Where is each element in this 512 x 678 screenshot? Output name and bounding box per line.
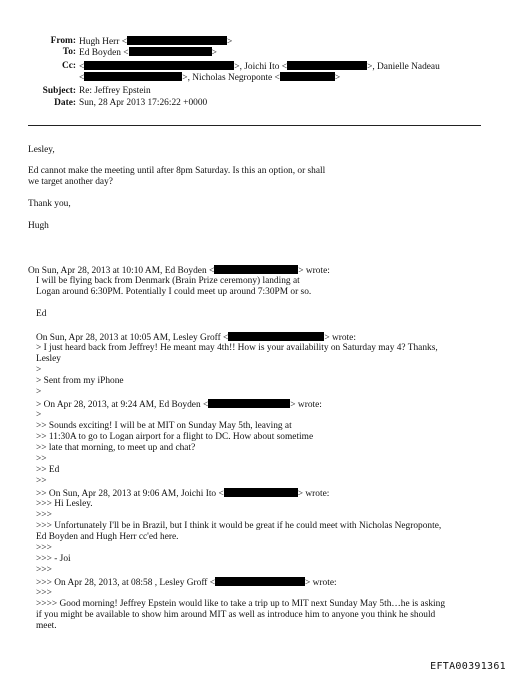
redaction: [228, 332, 324, 341]
from-label: From:: [50, 36, 76, 46]
quote-line: >>> Hi Lesley.: [36, 499, 93, 509]
quote-line: Ed: [36, 309, 47, 319]
quote-line: >: [36, 410, 42, 420]
quote-line: > Sent from my iPhone: [36, 376, 124, 386]
quote-line: >> late that morning, to meet up and chat?: [36, 443, 196, 453]
closing: Thank you,: [28, 199, 71, 209]
body-line: Ed cannot make the meeting until after 8pm Saturday. Is this an option, or shall: [28, 166, 326, 176]
to-label: To:: [62, 47, 76, 57]
subject-label: Subject:: [42, 86, 76, 96]
quote-header: On Sun, Apr 28, 2013 at 10:10 AM, Ed Boyden < > wrote:: [28, 266, 330, 276]
quote-line: > I just heard back from Jeffrey! He meant may 4th!! How is your availability on Saturday may 4? Thanks,: [36, 343, 438, 353]
subject-value: Re: Jeffrey Epstein: [79, 86, 151, 96]
quote-line: >> 11:30A to go to Logan airport for a flight to DC. How about sometime: [36, 432, 314, 442]
quote-header: On Sun, Apr 28, 2013 at 10:05 AM, Lesley Groff < > wrote:: [36, 333, 356, 343]
date-label: Date:: [54, 98, 76, 108]
redaction: [280, 72, 335, 81]
redaction: [214, 265, 298, 274]
redaction: [208, 399, 290, 408]
quote-line: >: [36, 387, 42, 397]
quote-line: >>>: [36, 510, 52, 520]
quote-line: >>>: [36, 565, 52, 575]
quote-line: Ed Boyden and Hugh Herr cc'ed here.: [36, 532, 179, 542]
redaction: [127, 36, 227, 45]
quote-header: >> On Sun, Apr 28, 2013 at 9:06 AM, Joichi Ito < > wrote:: [36, 489, 330, 499]
redaction: [129, 47, 212, 56]
quote-line: >> Sounds exciting! I will be at MIT on Sunday May 5th, leaving at: [36, 421, 292, 431]
quote-line: >: [36, 365, 42, 375]
cc-value-line1: < >, Joichi Ito < >, Danielle Nadeau: [79, 62, 440, 72]
quote-line: Logan around 6:30PM. Potentially I could meet up around 7:30PM or so.: [36, 287, 312, 297]
redaction: [84, 72, 182, 81]
quote-line: >>>> Good morning! Jeffrey Epstein would like to take a trip up to MIT next Sunday May 5th…he is asking: [36, 599, 446, 609]
date-value: Sun, 28 Apr 2013 17:26:22 +0000: [79, 98, 208, 108]
quote-line: >>: [36, 454, 47, 464]
redaction: [287, 61, 367, 70]
greeting: Lesley,: [28, 145, 55, 155]
redaction: [84, 61, 234, 70]
redaction: [215, 577, 305, 586]
quote-line: I will be flying back from Denmark (Brain Prize ceremony) landing at: [36, 276, 300, 286]
quote-line: >>>: [36, 543, 52, 553]
signature: Hugh: [28, 221, 49, 231]
quote-line: >>: [36, 476, 47, 486]
header-divider: [28, 125, 481, 126]
quote-line: meet.: [36, 621, 57, 631]
quote-line: >>> - Joi: [36, 554, 71, 564]
quote-line: >> Ed: [36, 465, 60, 475]
to-value: Ed Boyden < >: [79, 48, 217, 58]
from-value: Hugh Herr < >: [79, 37, 233, 47]
quote-line: >>> Unfortunately I'll be in Brazil, but I think it would be great if he could meet with Nicholas Negroponte,: [36, 521, 442, 531]
quote-line: Lesley: [36, 354, 61, 364]
quote-line: >>>: [36, 588, 52, 598]
document-id: EFTA00391361: [430, 661, 506, 672]
quote-header: >>> On Apr 28, 2013, at 08:58 , Lesley Groff < > wrote:: [36, 578, 337, 588]
cc-label: Cc:: [61, 61, 76, 71]
quote-header: > On Apr 28, 2013, at 9:24 AM, Ed Boyden < > wrote:: [36, 400, 322, 410]
cc-value-line2: < >, Nicholas Negroponte < >: [79, 73, 341, 83]
redaction: [224, 488, 298, 497]
quote-line: if you might be available to show him around MIT as well as introduce him to anyone you think he should: [36, 610, 436, 620]
body-line: we target another day?: [28, 177, 113, 187]
